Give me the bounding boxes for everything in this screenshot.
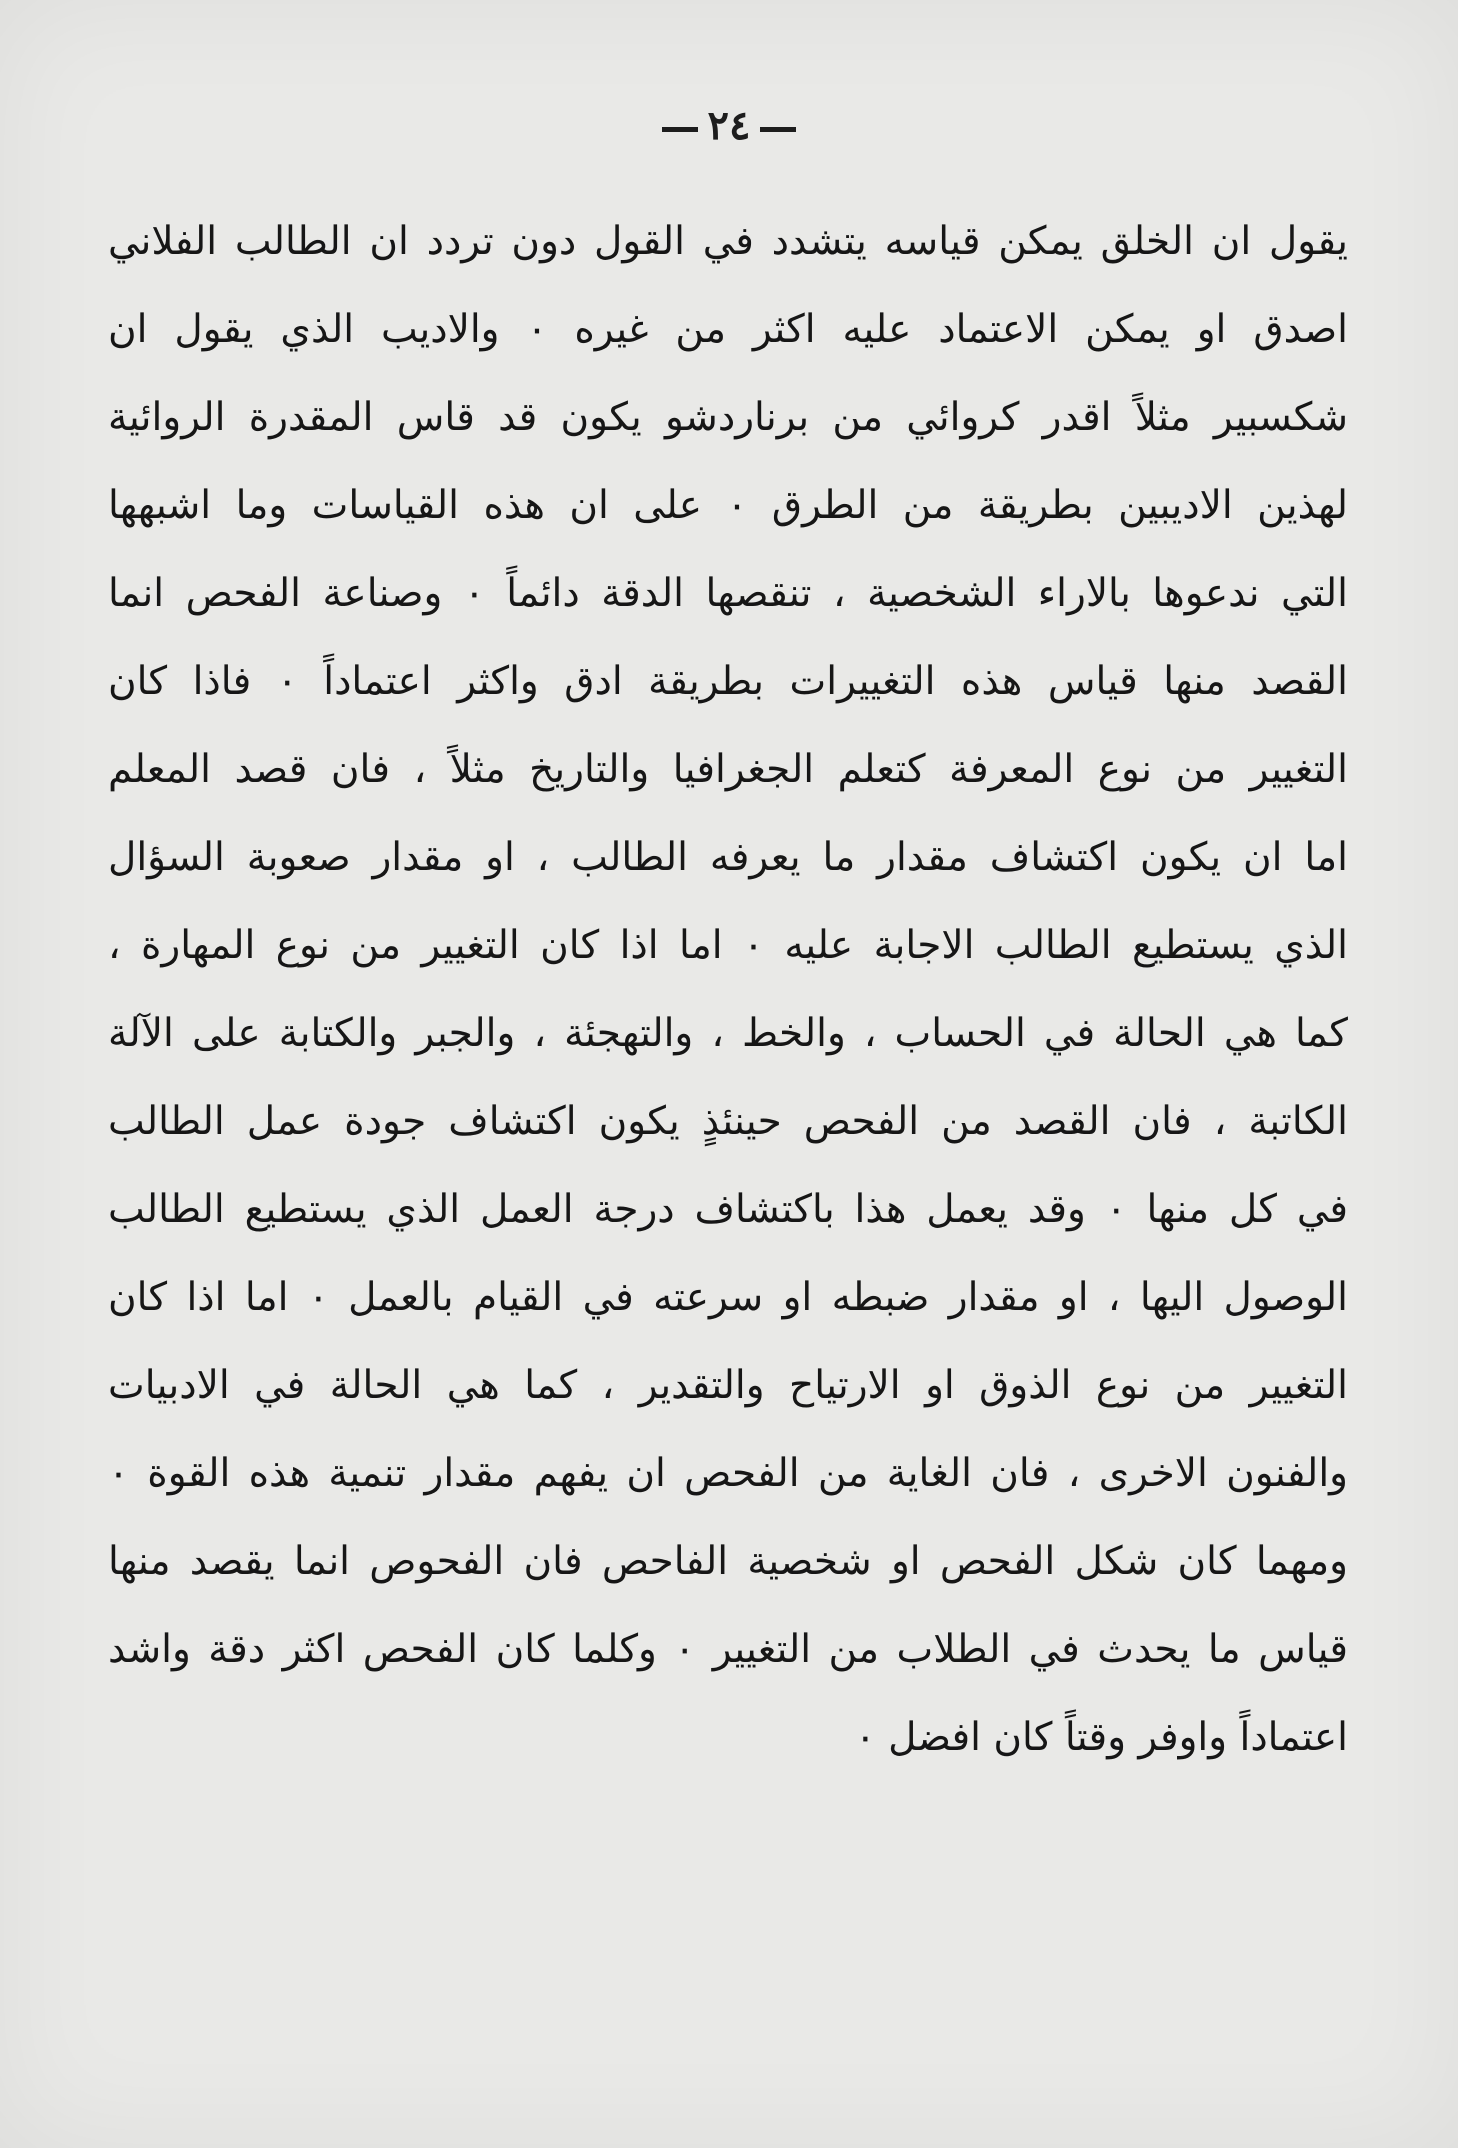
text-line: في كل منها ٠ وقد يعمل هذا باكتشاف درجة العمل الذي يستطيع الطالب — [108, 1187, 1348, 1232]
text-line: والفنون الاخرى ، فان الغاية من الفحص ان يفهم مقدار تنمية هذه القوة ٠ — [108, 1451, 1348, 1496]
text-line: القصد منها قياس هذه التغييرات بطريقة ادق واكثر اعتماداً ٠ فاذا كان — [108, 659, 1348, 704]
text-line: لهذين الاديبين بطريقة من الطرق ٠ على ان هذه القياسات وما اشبهها — [108, 483, 1348, 528]
text-line: الكاتبة ، فان القصد من الفحص حينئذٍ يكون اكتشاف جودة عمل الطالب — [108, 1099, 1348, 1144]
text-line-last: اعتماداً واوفر وقتاً كان افضل ٠ — [854, 1715, 1348, 1760]
left-dash — [662, 127, 698, 132]
text-line: قياس ما يحدث في الطلاب من التغيير ٠ وكلما كان الفحص اكثر دقة واشد — [108, 1627, 1348, 1672]
text-line: شكسبير مثلاً اقدر كروائي من برناردشو يكون قد قاس المقدرة الروائية — [108, 395, 1348, 440]
text-line: التغيير من نوع المعرفة كتعلم الجغرافيا والتاريخ مثلاً ، فان قصد المعلم — [108, 747, 1348, 792]
text-line: التي ندعوها بالاراء الشخصية ، تنقصها الدقة دائماً ٠ وصناعة الفحص انما — [108, 571, 1348, 616]
text-line: اصدق او يمكن الاعتماد عليه اكثر من غيره ٠ والاديب الذي يقول ان — [108, 307, 1349, 352]
text-line: الذي يستطيع الطالب الاجابة عليه ٠ اما اذا كان التغيير من نوع المهارة ، — [108, 923, 1348, 968]
text-line: يقول ان الخلق يمكن قياسه يتشدد في القول دون تردد ان الطالب الفلاني — [108, 219, 1348, 264]
text-line: اما ان يكون اكتشاف مقدار ما يعرفه الطالب ، او مقدار صعوبة السؤال — [108, 835, 1348, 880]
text-line: ومهما كان شكل الفحص او شخصية الفاحص فان الفحوص انما يقصد منها — [108, 1539, 1348, 1584]
text-line: التغيير من نوع الذوق او الارتياح والتقدير ، كما هي الحالة في الادبيات — [108, 1363, 1348, 1408]
page-number-header — [0, 102, 1458, 149]
text-line: الوصول اليها ، او مقدار ضبطه او سرعته في القيام بالعمل ٠ اما اذا كان — [108, 1275, 1349, 1320]
page-number: ٢٤ — [707, 102, 751, 149]
right-dash — [760, 127, 796, 132]
text-line: كما هي الحالة في الحساب ، والخط ، والتهجئة ، والجبر والكتابة على الآلة — [108, 1011, 1348, 1056]
page-body-text — [108, 198, 1348, 1782]
